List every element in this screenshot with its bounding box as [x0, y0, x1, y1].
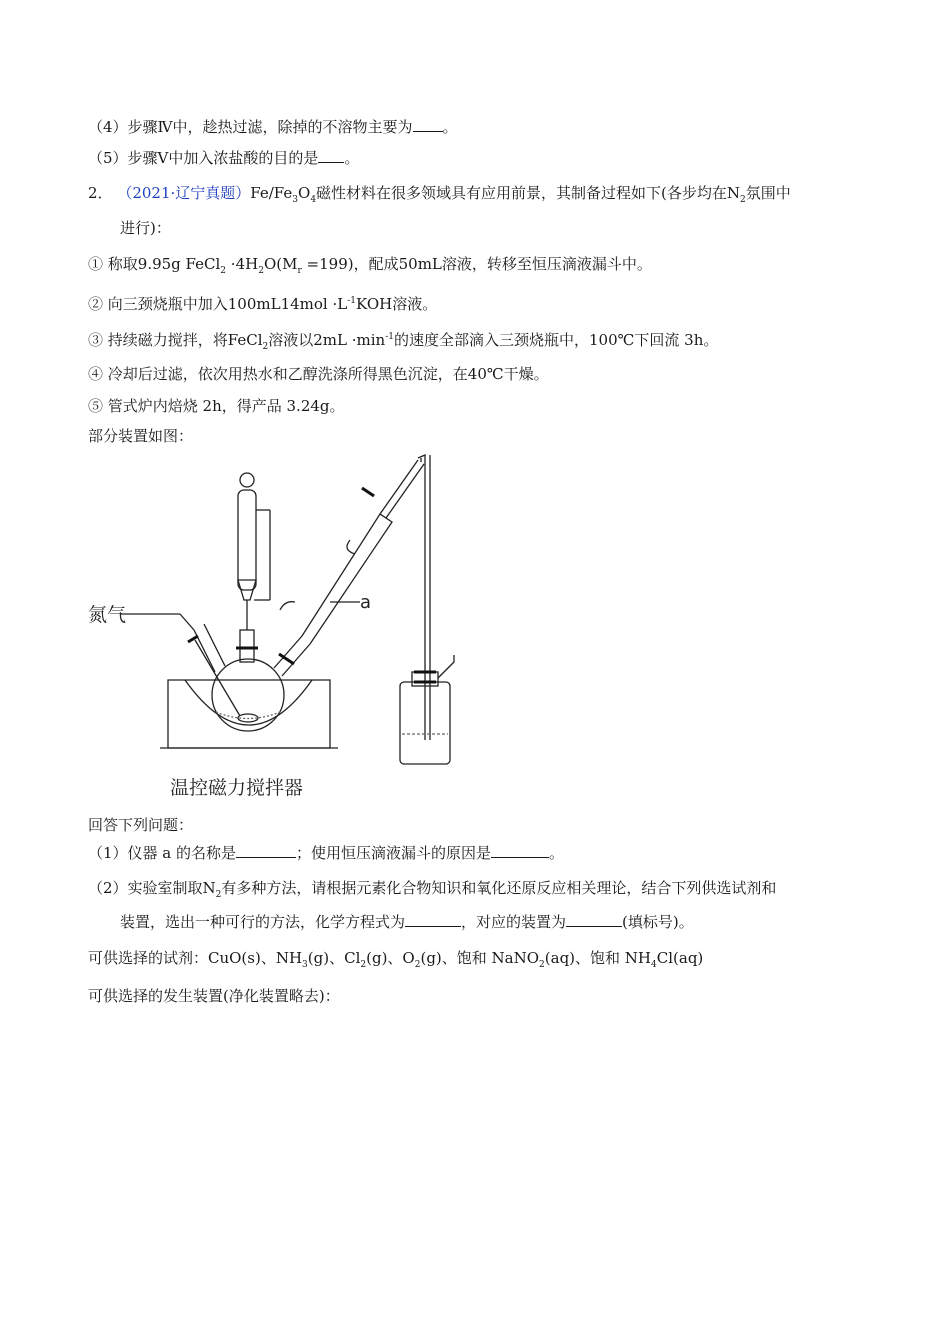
three-neck-flask: [212, 659, 284, 731]
question-2-header: 2． （2021·辽宁真题）$Fe/Fe_3O_4$磁性材料在很多领域具有应用前景，其制备过程如下(各步均在$N_2$氛围中: [88, 184, 791, 205]
n2-formula: $N_2$: [202, 879, 222, 900]
n2-formula: $N_2$: [726, 184, 746, 205]
answer-blank[interactable]: [318, 148, 344, 163]
instrument-a-label: a: [360, 592, 372, 613]
step-1: ① 称取9.95g FeCl$_2$ $\cdot 4H_2O(M_r =199)$，配成50mL溶液，转移至恒压滴液漏斗中。: [88, 255, 652, 276]
answer-blank[interactable]: [491, 843, 549, 858]
condenser-a: [302, 514, 392, 644]
formula: $Fe/Fe_3O_4$: [250, 184, 317, 205]
answer-blank[interactable]: [236, 843, 296, 858]
figure-intro: 部分装置如图：: [88, 427, 194, 445]
stirrer-label: 温控磁力搅拌器: [170, 777, 304, 799]
dropping-funnel: [238, 490, 256, 590]
question-2-1: （1）仪器 a 的名称是 ；使用恒压滴液漏斗的原因是 。: [88, 844, 565, 862]
q5-line: （5）步骤Ⅴ中加入浓盐酸的目的是 。: [88, 149, 360, 167]
source-tag: （2021·辽宁真题）: [117, 184, 251, 202]
q4-line: （4）步骤Ⅳ中，趁热过滤，除掉的不溶物主要为 。: [88, 118, 458, 136]
reagents-line: 可供选择的试剂：CuO(s)、$NH_3(g)$、$Cl_2(g)$、$O_2(g)$、饱和 NaNO$_2$(aq)、饱和 $NH_4Cl(aq)$: [88, 949, 704, 970]
step-4: ④ 冷却后过滤，依次用热水和乙醇洗涤所得黑色沉淀，在40℃干燥。: [88, 365, 549, 383]
question-2-cont: 进行)：: [120, 219, 171, 237]
questions-intro: 回答下列问题：: [88, 816, 194, 834]
answer-blank[interactable]: [413, 117, 443, 132]
question-2-2: （2）实验室制取$N_2$有多种方法，请根据元素化合物知识和氧化还原反应相关理论，结合下列供选试剂和: [88, 879, 777, 900]
apparatus-figure: [80, 450, 480, 810]
answer-blank[interactable]: [405, 912, 461, 927]
nitrogen-label: 氮气: [88, 604, 127, 626]
devices-line: 可供选择的发生装置(净化装置略去)：: [88, 987, 340, 1005]
question-2-2-cont: 装置，选出一种可行的方法，化学方程式为 ，对应的装置为 (填标号)。: [120, 913, 694, 931]
step-2: ② 向三颈烧瓶中加入$100mL14mol \cdot L^{-1}KOH$溶液。: [88, 295, 438, 313]
step-3: ③ 持续磁力搅拌，将FeCl$_2$溶液以$2mL \cdot\min^{-1}$的速度全部滴入三颈烧瓶中，100℃下回流 3h。: [88, 331, 719, 352]
step-5: ⑤ 管式炉内焙烧 2h，得产品 3.24g。: [88, 397, 345, 415]
answer-blank[interactable]: [566, 912, 622, 927]
